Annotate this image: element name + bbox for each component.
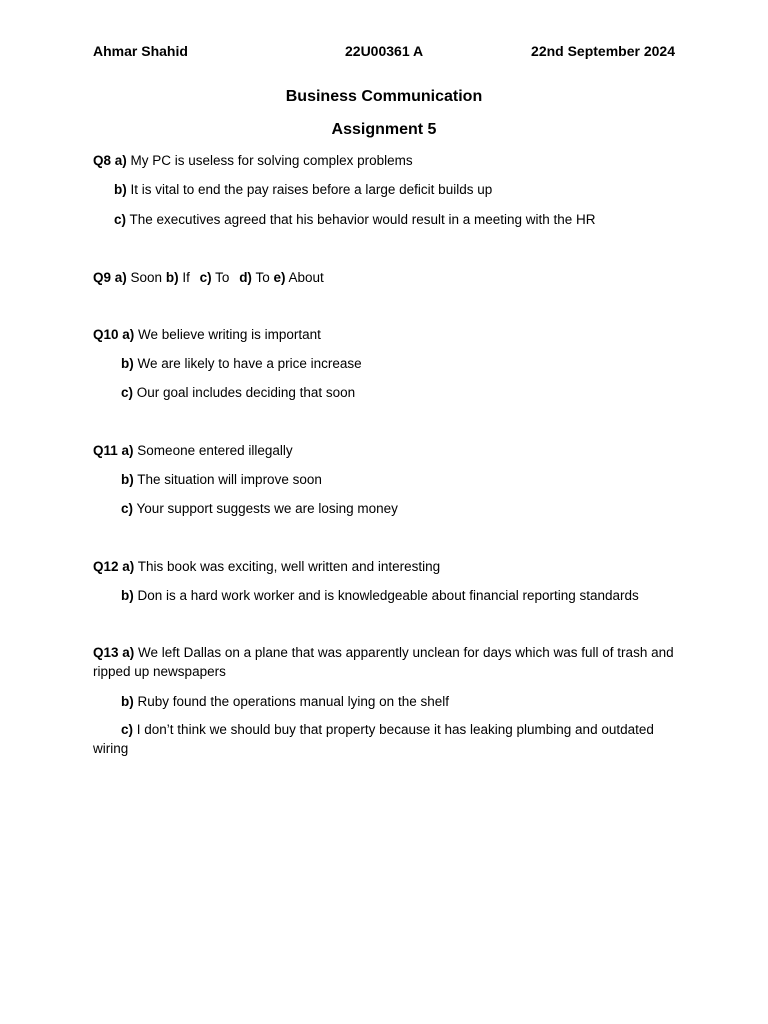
- student-id: 22U00361 A: [345, 43, 424, 59]
- q9-label-b: b): [165, 270, 179, 285]
- q12-text-a: This book was exciting, well written and interesting: [137, 559, 441, 574]
- q8-text-b: It is vital to end the pay raises before a large deficit builds up: [130, 182, 493, 197]
- q13-answer-b: [121, 692, 449, 711]
- q13-text-a: We left Dallas on a plane that was apparently unclean for days which was full of trash and ripped up newspapers: [93, 645, 674, 679]
- submission-date: 22nd September 2024: [531, 43, 675, 59]
- q10-label-a: Q10 a): [93, 327, 135, 342]
- q13-text-c: I don’t think we should buy that property because it has leaking plumbing and outdated wiring: [93, 722, 654, 756]
- q10-text-c: Our goal includes deciding that soon: [136, 385, 356, 400]
- q13-answer-a: [93, 643, 683, 681]
- q13-label-a: Q13 a): [93, 645, 135, 660]
- q8-label-c: c): [114, 212, 127, 227]
- q11-answer-a: [93, 441, 293, 460]
- assignment-title: Assignment 5: [331, 121, 437, 138]
- q8-label-b: b): [114, 182, 127, 197]
- q8-answer-a: [93, 151, 413, 170]
- q9-text-d: To: [255, 270, 270, 285]
- q8-answer-c: [114, 210, 596, 229]
- q9-answers: [93, 268, 324, 287]
- q13-answer-c: [93, 720, 683, 758]
- q11-text-a: Someone entered illegally: [137, 443, 293, 458]
- q11-answer-b: [121, 470, 322, 489]
- q10-text-b: We are likely to have a price increase: [137, 356, 362, 371]
- q11-text-b: The situation will improve soon: [137, 472, 322, 487]
- q10-answer-c: [121, 383, 355, 402]
- q12-text-b: Don is a hard work worker and is knowledgeable about financial reporting standards: [137, 588, 639, 603]
- q9-text-e: About: [288, 270, 324, 285]
- q13-text-b: Ruby found the operations manual lying on the shelf: [137, 694, 449, 709]
- course-title: Business Communication: [285, 88, 483, 105]
- q8-text-a: My PC is useless for solving complex problems: [130, 153, 413, 168]
- q8-text-c: The executives agreed that his behavior would result in a meeting with the HR: [129, 212, 596, 227]
- q13-label-b: b): [121, 694, 134, 709]
- q11-label-b: b): [121, 472, 134, 487]
- q10-label-c: c): [121, 385, 134, 400]
- q9-label-e: e): [273, 270, 286, 285]
- q12-label-a: Q12 a): [93, 559, 135, 574]
- document-header: [93, 43, 675, 63]
- q11-answer-c: [121, 499, 398, 518]
- q9-label-d: d): [239, 270, 252, 285]
- q10-label-b: b): [121, 356, 134, 371]
- q8-label-a: Q8 a): [93, 153, 127, 168]
- q12-label-b: b): [121, 588, 134, 603]
- q9-text-c: To: [215, 270, 230, 285]
- q13-label-c: c): [121, 722, 134, 737]
- q12-answer-b: [121, 586, 639, 605]
- q10-text-a: We believe writing is important: [138, 327, 321, 342]
- q11-label-a: Q11 a): [93, 443, 134, 458]
- student-name: Ahmar Shahid: [93, 43, 188, 59]
- q9-label-c: c): [199, 270, 212, 285]
- q9-text-a: Soon: [130, 270, 163, 285]
- q11-label-c: c): [121, 501, 134, 516]
- q8-answer-b: [114, 180, 492, 199]
- q9-label-a: Q9 a): [93, 270, 127, 285]
- q12-answer-a: [93, 557, 440, 576]
- q11-text-c: Your support suggests we are losing money: [136, 501, 398, 516]
- q9-text-b: If: [182, 270, 190, 285]
- q10-answer-a: [93, 325, 321, 344]
- q10-answer-b: [121, 354, 362, 373]
